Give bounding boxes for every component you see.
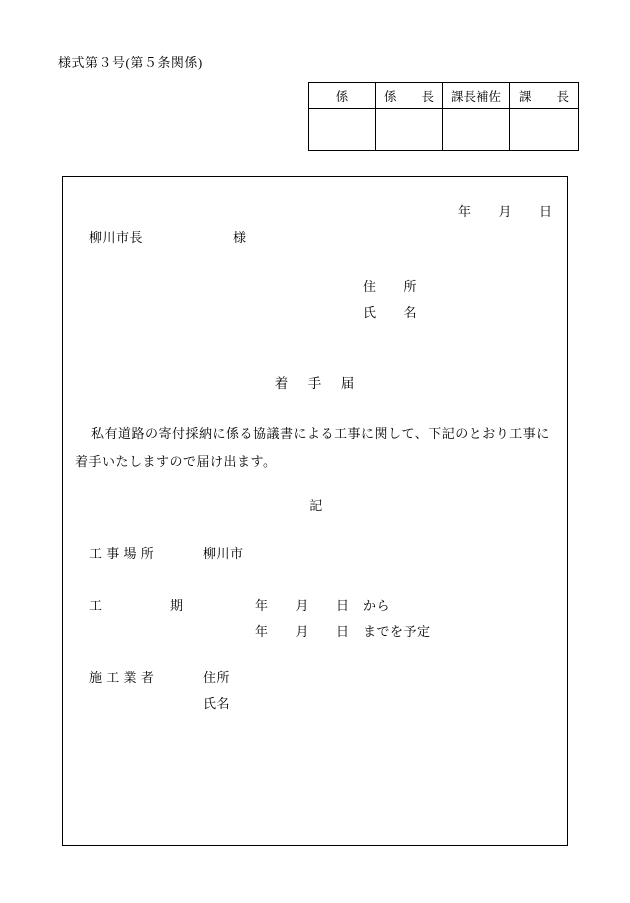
form-number: 様式第３号(第５条関係) (58, 55, 203, 70)
stamp-cell-kachohosa[interactable] (443, 109, 510, 151)
field-label-construction-site: 工 事 場 所 (89, 546, 155, 561)
stamp-header-kachohosa: 課長補佐 (443, 83, 510, 109)
field-label-contractor-address: 住所 (203, 670, 231, 685)
stamp-cell-kacho[interactable] (510, 109, 579, 151)
ki-mark: 記 (309, 498, 323, 513)
stamp-header-kakaricho: 係 長 (376, 83, 443, 109)
page-title: 着 手 届 (274, 376, 358, 391)
addressee-honorific: 様 (233, 230, 247, 245)
stamp-header-kakari: 係 (309, 83, 376, 109)
approval-stamp-table (308, 82, 579, 151)
date-line: 年 月 日 (458, 204, 553, 219)
stamp-header-kacho: 課 長 (510, 83, 579, 109)
field-label-construction-term: 工 期 (89, 598, 184, 613)
table-row (309, 109, 579, 151)
name-label: 氏 名 (363, 305, 418, 320)
stamp-cell-kakaricho[interactable] (376, 109, 443, 151)
field-value-term-to[interactable]: 年 月 日 までを予定 (255, 624, 431, 639)
address-label: 住 所 (363, 279, 418, 294)
table-row (309, 83, 579, 109)
stamp-cell-kakari[interactable] (309, 109, 376, 151)
field-label-contractor: 施 工 業 者 (89, 670, 155, 685)
body-paragraph-line-1: 私有道路の寄付採納に係る協議書による工事に関して、下記のとおり工事に (91, 426, 550, 441)
body-paragraph-line-2: 着手いたしますので届け出ます。 (75, 454, 277, 469)
addressee: 柳川市長 (89, 230, 144, 245)
field-label-contractor-name: 氏名 (203, 696, 231, 711)
document-body-box (62, 176, 568, 846)
field-value-term-from[interactable]: 年 月 日 から (255, 598, 391, 613)
field-value-construction-site[interactable]: 柳川市 (203, 546, 244, 561)
